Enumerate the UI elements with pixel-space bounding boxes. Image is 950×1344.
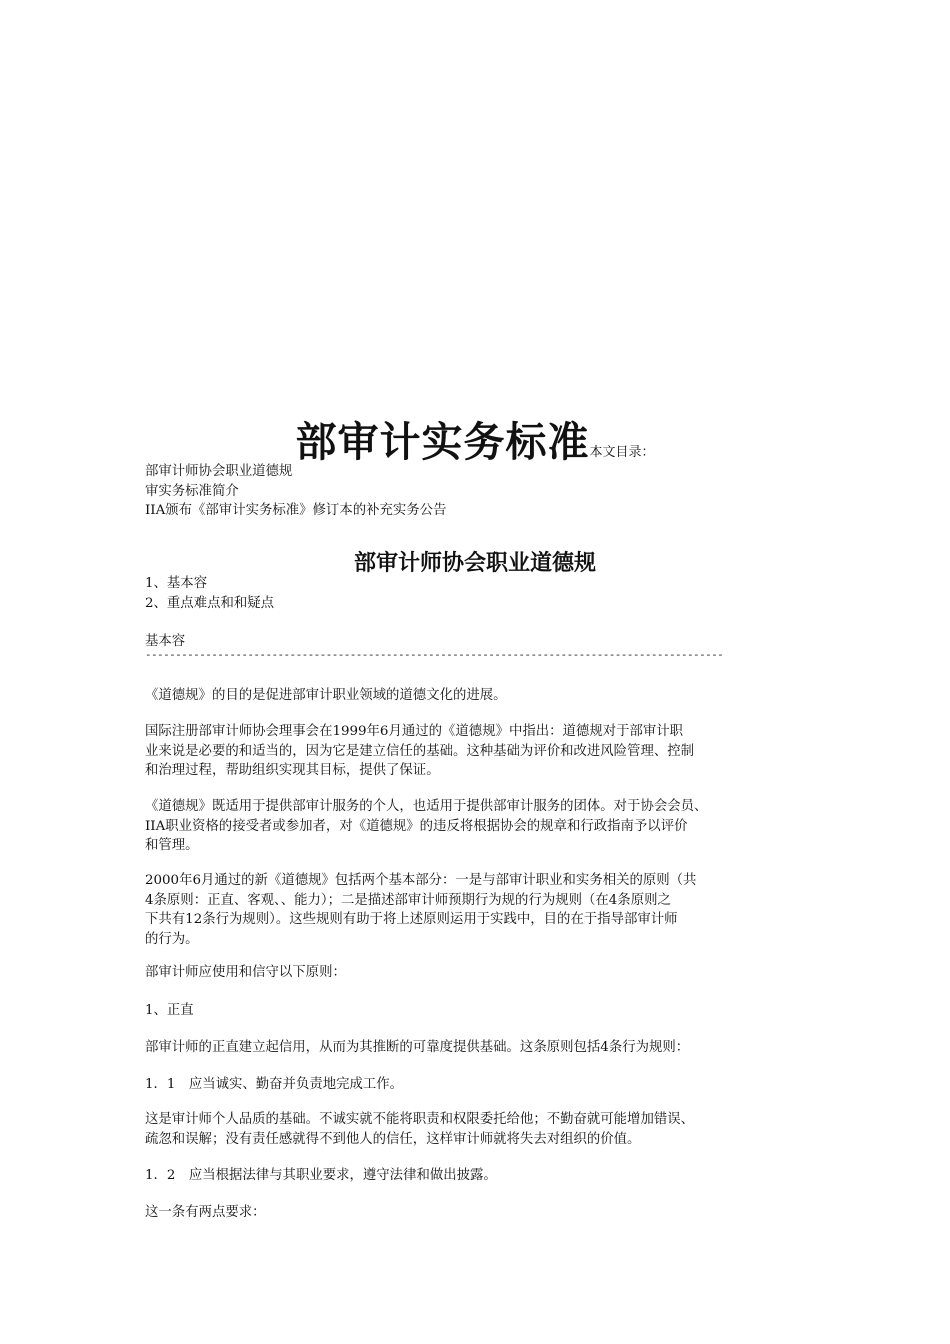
paragraph [145, 871, 825, 949]
paragraph-line: 1．2 应当根据法律与其职业要求，遵守法律和做出披露。 [145, 1168, 497, 1183]
paragraph-line: 1、正直 [145, 1003, 194, 1018]
paragraph-line: 疏忽和误解；没有责任感就得不到他人的信任，这样审计师就将失去对组织的价值。 [145, 1131, 641, 1147]
paragraph-line: 4条原则：正直、客观、、能力）；二是描述部审计师预期行为规的行为规则（在4条原则之 [145, 892, 671, 908]
paragraph-line: 这一条有两点要求： [145, 1205, 266, 1220]
paragraph-line: 和管理。 [145, 838, 199, 854]
paragraph-line: 《道德规》的目的是促进部审计职业领域的道德文化的进展。 [145, 688, 507, 703]
toc-item: 部审计师协会职业道德规 [145, 464, 293, 479]
paragraph [145, 1203, 825, 1223]
subsection-label: 基本容 [145, 634, 186, 649]
dashed-divider: ------------------------------------------------------------------------------------------------ [145, 648, 724, 661]
paragraph-line: 《道德规》既适用于提供部审计服务的个人，也适用于提供部审计服务的团体。对于协会会员、 [145, 799, 708, 814]
paragraph-line: 业来说是必要的和适当的，因为它是建立信任的基础。这种基础为评价和改进风险管理、控制 [145, 743, 695, 759]
paragraph-line: 部审计师的正直建立起信用，从而为其推断的可靠度提供基础。这条原则包括4条行为规则： [145, 1040, 690, 1055]
paragraph [145, 797, 825, 856]
outline-item: 1、基本容 [145, 576, 208, 591]
toc-item: IIA颁布《部审计实务标准》修订本的补充实务公告 [145, 503, 447, 519]
table-of-contents [145, 462, 825, 521]
section-heading: 部审计师协会职业道德规 [353, 550, 596, 576]
rule-item [145, 1166, 825, 1186]
paragraph-line: 的行为。 [145, 931, 199, 947]
paragraph-line: 这是审计师个人品质的基础。不诚实就不能将职责和权限委托给他；不勤奋就可能增加错误、 [145, 1112, 695, 1127]
numbered-heading [145, 1001, 825, 1021]
paragraph-line: IIA职业资格的接受者或参加者，对《道德规》的违反将根据协会的规章和行政指南予以评价 [145, 818, 688, 834]
paragraph-line: 和治理过程，帮助组织实现其目标，提供了保证。 [145, 763, 440, 779]
toc-label: 本文目录： [589, 445, 655, 460]
rule-item [145, 1075, 825, 1095]
paragraph [145, 963, 825, 983]
document-title: 部审计实务标准 [295, 418, 590, 466]
paragraph [145, 686, 825, 706]
paragraph-line: 国际注册部审计师协会理事会在1999年6月通过的《道德规》中指出：道德规对于部审计职 [145, 724, 684, 739]
paragraph-line: 下共有12条行为规则）。这些规则有助于将上述原则运用于实践中，目的在于指导部审计师 [145, 912, 678, 928]
section-outline [145, 574, 825, 613]
paragraph [145, 722, 825, 781]
outline-item: 2、重点难点和和疑点 [145, 595, 275, 611]
paragraph [145, 1038, 825, 1058]
paragraph-line: 1．1 应当诚实、勤奋并负责地完成工作。 [145, 1077, 404, 1092]
paragraph-line: 2000年6月通过的新《道德规》包括两个基本部分：一是与部审计职业和实务相关的原则（共 [145, 873, 697, 888]
toc-item: 审实务标准简介 [145, 483, 239, 499]
paragraph [145, 1110, 825, 1149]
paragraph-line: 部审计师应使用和信守以下原则： [145, 965, 346, 980]
